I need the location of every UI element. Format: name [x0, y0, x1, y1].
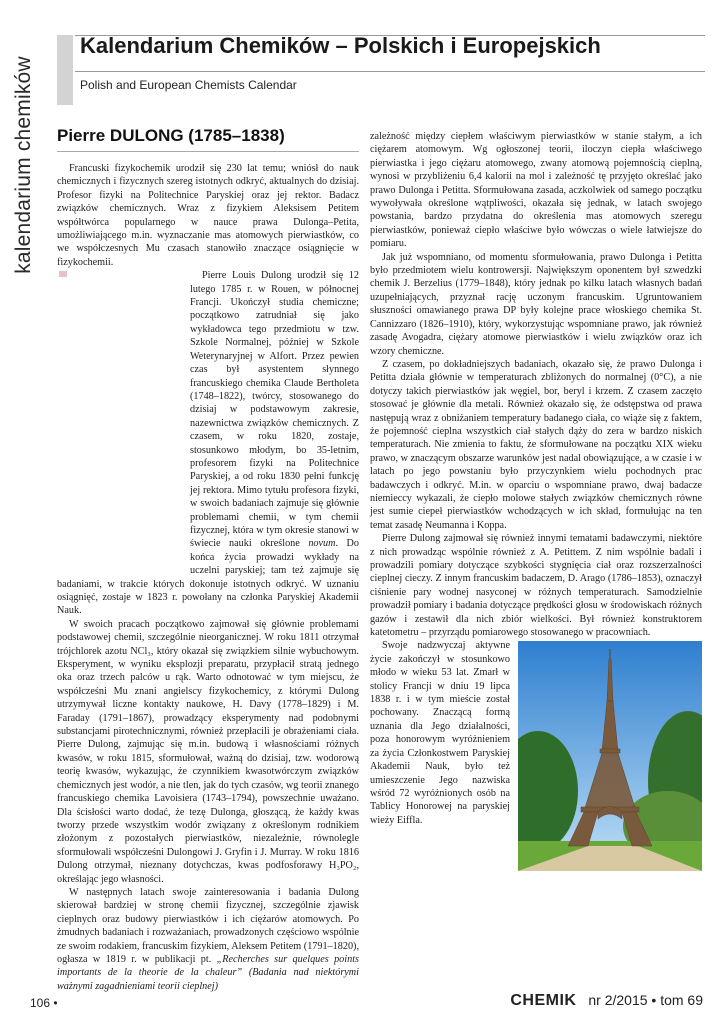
article-title-rule: [57, 151, 359, 152]
paragraph-limitations: Z czasem, po dokładniejszych badaniach, okazało się, że prawo Dulonga i Petitta działa głównie w temperaturach zbliżonych do normalnej (0°C), a nie dotyczy takich pierwiastków jak węgiel, bor, beryl i krzem. Z czasem zaczęto stosować je głównie dla metali. Również okazało się, że odstępstwa od prawa następują wraz z obniżaniem temperatury badanego ciała, co wiąże się z faktem, że pojemność cieplna wszystkich ciał stałych dąży do zera w bardzo niskich temperaturach. Nie zmienia to faktu, że sformułowane na początku XIX wieku prawo, w znaczącym obszarze warunków jest nadal obowiązujące, a w czasie i w latach po jego powstaniu było przyczynkiem wielu pochodnych prac badawczych i odkryć. M.in. w oparciu o wspomniane prawo, dwaj badacze niemieccy wykazali, że ciepło molowe stałych związków chemicznych równe jest sumie ciepeł pierwiastków wchodzących w ich skład, formułując na ten temat zasadę Neumanna i Koppa.: [370, 358, 702, 531]
page-number: 106 •: [30, 996, 58, 1010]
paragraph-law-definition: zależność między ciepłem właściwym pierwiastków w stanie stałym, a ich ciężarem atomowym. Wg ogłoszonej teorii, iloczyn ciepła właściwego pierwiastka i jego ciężaru atomowego, zwany atomową pojemnością cieplną, wynosi w przybliżeniu 6,4 kalorii na mol i zależność tę przyjęto określać jako prawo Dulonga i Petitta. Sformułowana zasada, aczkolwiek od samego początku wywoływała określone wątpliwości, okazała się jednak, w latach swojego powstania, bardzo przydatna do określenia mas atomowych szeregu pierwiastków, ponieważ ciepło właściwe było wówczas o wiele łatwiejsze do pomiaru.: [370, 131, 702, 250]
image-marker: [59, 271, 67, 277]
paragraph-controversy: Jak już wspomniano, od momentu sformułowania, prawo Dulonga i Petitta było przedmiotem wielu kontrowersji. Największym oponentem był szwedzki chemik J. Berzelius (1779–1848), który jednak po kilku latach własnych badań uzupełniających, przyznał rację uczonym francuskim. Ugruntowaniem słuszności omawianego prawa DP były kolejne prace włoskiego chemika St. Cannizzaro (1826–1910), który, wykorzystując wspomniane prawo, jak również zasadę Avogadra, ciężary atomowe pierwiastków i wielu związków oraz ich wzory chemiczne.: [370, 251, 702, 357]
paragraph-later-work: [57, 886, 359, 993]
later-work-text: W następnych latach swoje zainteresowania i badania Dulong skierował bardziej w stronę chemii fizycznej, szczególnie zjawisk cieplnych oraz budowy pierwiastków i ich ciężarów atomowych. Po żmudnych badaniach i rozważaniach, prowadzonych częściowo wspólnie ze swoim rodakiem, francuskim fizykiem, Aleksem Petitem (1791–1820), ogłasza w 1819 r. w publikacji pt.: [57, 886, 359, 965]
paragraph-intro: Francuski fizykochemik urodził się 230 lat temu; wniósł do nauk chemicznych i fizycznych szereg istotnych odkryć, aktualnych do dzisiaj. Profesor fizyki na Politechnice Paryskiej oraz jej rektor. Badacz związków chemicznych. Wraz z fizykiem Aleksisem Petitem współtwórca popularnego w nauce prawa Dulonga–Petita, umożliwiającego m.in. wyznaczanie mas atomowych pierwiastków, co we współczesnych Mu czasach stanowiło znaczące osiągnięcie w fizykochemii.: [57, 163, 359, 268]
side-label: kalendarium chemików: [12, 56, 35, 274]
journal-issue: nr 2/2015 • tom 69: [588, 992, 703, 1008]
header-divider: [75, 71, 705, 72]
portrait-placeholder: [57, 269, 182, 564]
header-accent-bar: [57, 35, 73, 105]
paragraph-other-research: Pierre Dulong zajmował się również innymi tematami badawczymi, niektóre z nich prowadząc wspólnie również z A. Petittem. Z nim wspólnie badali i prowadzili pomiary dotyczące szybkości stygnięcia ciał oraz rozszerzalności cieplnej cieczy. Z innym francuskim badaczem, D. Arago (1786–1853), oznaczył ciśnienie pary wodnej nasyconej w różnych temperaturach. Samodzielnie prowadził pomiary i badania dotyczące prędkości głosu w środowiskach różnych gazów i zestawił dla nich zbiór wielkości. Był również konstruktorem katetometru – przyrządu pomiarowego stosowanego w pracowniach.: [370, 533, 702, 639]
publication-title: „Recherches sur quelques points importants de la theorie de la chaleur” (Badania nad niektórymi ważnymi zagadnieniami teorii cieplnej): [57, 953, 359, 992]
page-title: Kalendarium Chemików – Polskich i Europejskich: [80, 33, 601, 58]
page-subtitle: Polish and European Chemists Calendar: [80, 78, 297, 92]
paragraph-death-honors: Swoje nadzwyczaj aktywne życie zakończył w stosunkowo młodo w wieku 53 lat. Zmarł w stolicy Francji w dniu 19 lipca 1838 r. i w tym mieście został pochowany. Znaczącą formą uznania dla Jego działalności, poza honorowym wyróżnieniem za życia Członkostwem Paryskiej Akademii Nauk, było też umieszczenie Jego nazwiska wśród 72 wyróżnionych osób na Tablicy Honorowej na paryskiej wieży Eiffla.: [370, 640, 510, 826]
novum-term: novum: [308, 538, 336, 550]
paragraph-early-work: W swoich pracach początkowo zajmował się głównie problemami podstawowej chemii, szczególnie nieorganicznej. W roku 1811 otrzymał trójchlorek azotu NCl₃, który okazał się związkiem silnie wybuchowym. Eksperyment, w wyniku eksplozji preparatu, przypłacił stratą jednego oka oraz trzech palców u rąk. Warto odnotować w tym miejscu, że współcześni Mu znani angielscy fizykochemicy, z którymi Dulong utrzymywał liczne kontakty naukowe, H. Davy (1778–1829) i M. Faraday (1791–1867), prowadzący eksperymenty nad podobnymi substancjami pirotechnicznymi, również przepłacili je obrażeniami ciała. Pierre Dulong, zajmując się m.in. budową i własnościami różnych kwasów, w roku 1815, sformułował, ważną do dzisiaj, tzw. wodorową teorię kwasów, wykazując, że czynnikiem kwasotwórczym związków chemicznych jest wodór, a nie tlen, jak do tych czasów, wg teorii znanego francuskiego chemika Lavoisiera (1743–1794), powszechnie uważano. Dla ścisłości warto dodać, że tezę Dulonga, głoszącą, że każdy kwas tworzy przede wszystkim wodór związany z określonym rodnikiem złożonym z pozostałych pierwiastków, niezależnie, równolegle sformułowali współcześni Dulongowi J. Gryfin i J. Murray. W roku 1816 Dulong otrzymał, nieznany dotychczas, kwas podfosforawy H₃PO₂, określając jego własności.: [57, 618, 359, 885]
article-title: Pierre DULONG (1785–1838): [57, 126, 285, 145]
right-column: [370, 130, 702, 873]
biography-tail: . Do końca życia prowadzi wykłady na uczelni paryskiej; tam też zajmuje się badaniami, w trakcie których dokonuje istotnych odkryć. W uznaniu osiągnięć, zostaje w 1823 r. powołany na członka Paryskiej Akademii Nauk.: [57, 538, 359, 617]
biography-text: Pierre Louis Dulong urodził się 12 lutego 1785 r. w Rouen, w północnej Francji. Ukończył studia chemiczne; początkowo zatrudniał się jako wykładowca tego przedmiotu w tzw. Szkole Normalnej, później w Szkole Weterynaryjnej w Alfort. Przez pewien czas był asystentem słynnego francuskiego chemika Claude Bertholeta (1748–1822), twórcy, stosowanego do dzisiaj w podstawowym zakresie, nazewnictwa związków chemicznych. Z czasem, w roku 1820, zostaje, stosunkowo młodym, bo 35-letnim, profesorem fizyki na Politechnice Paryskiej, a od roku 1830 pełni funkcję jej rektora. Mimo tytułu profesora fizyki, w swoich badaniach zajmuje się głównie problemami chemii, w tym chemii fizycznej, która w tym okresie stanowi w świecie nauki określone: [190, 270, 359, 550]
eiffel-tower-illustration: [518, 641, 702, 871]
left-column: [57, 162, 359, 993]
journal-footer: [510, 992, 703, 1010]
eiffel-tower-photo: [518, 641, 702, 871]
journal-brand: CHEMIK: [510, 992, 577, 1009]
